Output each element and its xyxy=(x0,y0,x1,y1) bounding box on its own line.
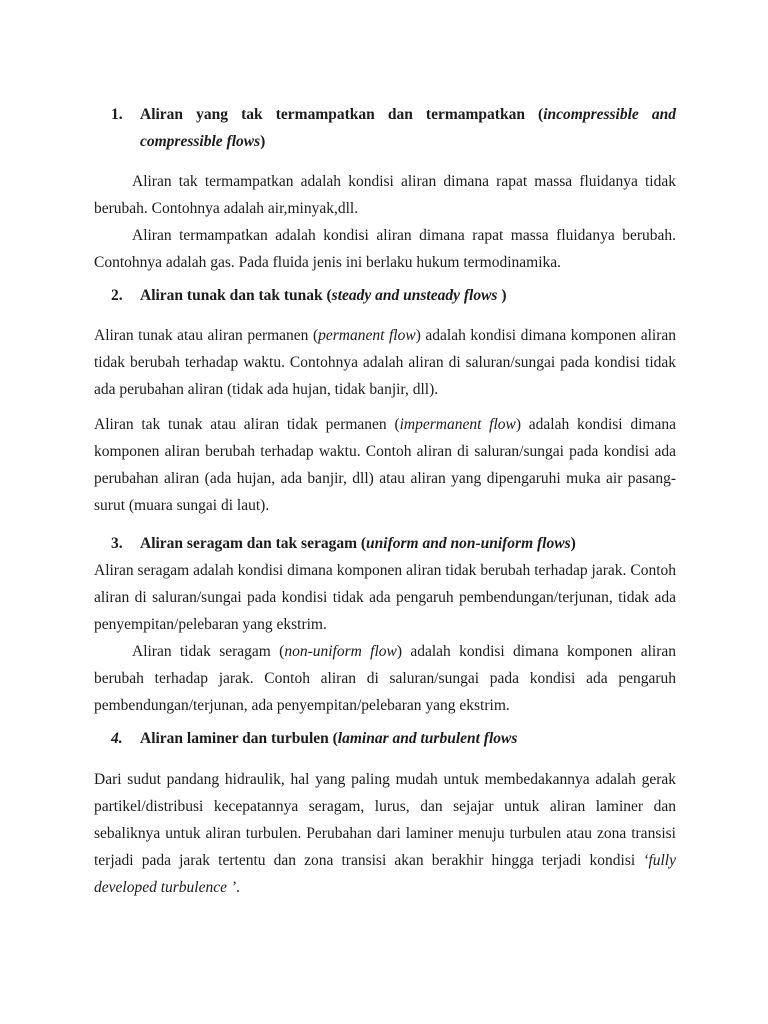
section-heading-4 xyxy=(94,725,676,752)
paragraph-laminar-turbulent: Dari sudut pandang hidraulik, hal yang paling mudah untuk membedakannya adalah gerak partikel/distribusi kecepatannya seragam, lurus, dan sejajar untuk aliran laminer dan sebaliknya untuk aliran turbulen. Perubahan dari laminer menuju turbulen atau zona transisi terjadi pada jarak tertentu dan zona transisi akan berakhir hingga terjadi kondisi ‘fully developed turbulence ’. xyxy=(94,771,676,896)
section-number: 1. xyxy=(111,106,123,123)
section-title: Aliran laminer dan turbulen (laminar and turbulent flows xyxy=(140,730,518,747)
section-number: 3. xyxy=(111,535,123,552)
section-title: Aliran yang tak termampatkan dan termampatkan (incompressible and compressible flows) xyxy=(140,106,676,150)
paragraph-incompressible: Aliran tak termampatkan adalah kondisi aliran dimana rapat massa fluidanya tidak berubah. Contohnya adalah air,minyak,dll. xyxy=(94,173,676,217)
paragraph-steady-flow: Aliran tunak atau aliran permanen (permanent flow) adalah kondisi dimana komponen aliran tidak berubah terhadap waktu. Contohnya adalah aliran di saluran/sungai pada kondisi tidak ada perubahan aliran (tidak ada hujan, tidak banjir, dll). xyxy=(94,327,677,398)
section-heading-1 xyxy=(94,101,676,155)
section-title: Aliran tunak dan tak tunak (steady and unsteady flows ) xyxy=(140,287,507,304)
paragraph-compressible: Aliran termampatkan adalah kondisi aliran dimana rapat massa fluidanya berubah. Contohnya adalah gas. Pada fluida jenis ini berlaku hukum termodinamika. xyxy=(94,227,676,271)
section-heading-2 xyxy=(94,282,676,309)
section-heading-3 xyxy=(94,530,676,557)
section-number: 2. xyxy=(111,287,123,304)
section-number: 4. xyxy=(111,730,123,747)
page-content xyxy=(94,101,676,901)
paragraph-uniform-flow: Aliran seragam adalah kondisi dimana komponen aliran tidak berubah terhadap jarak. Contoh aliran di saluran/sungai pada kondisi tidak ada pengaruh pembendungan/terjunan, tidak ada penyempitan/pelebaran yang ekstrim. xyxy=(94,562,676,633)
paragraph-unsteady-flow: Aliran tak tunak atau aliran tidak permanen (impermanent flow) adalah kondisi dimana komponen aliran berubah terhadap waktu. Contoh aliran di saluran/sungai pada kondisi ada perubahan aliran (ada hujan, ada banjir, dll) atau aliran yang dipengaruhi muka air pasang-surut (muara sungai di laut). xyxy=(94,416,676,514)
section-title: Aliran seragam dan tak seragam (uniform and non-uniform flows) xyxy=(140,535,576,552)
paragraph-non-uniform-flow: Aliran tidak seragam (non-uniform flow) adalah kondisi dimana komponen aliran berubah terhadap jarak. Contoh aliran di saluran/sungai pada kondisi ada pengaruh pembendungan/terjunan, ada penyempitan/pelebaran yang ekstrim. xyxy=(94,643,676,714)
